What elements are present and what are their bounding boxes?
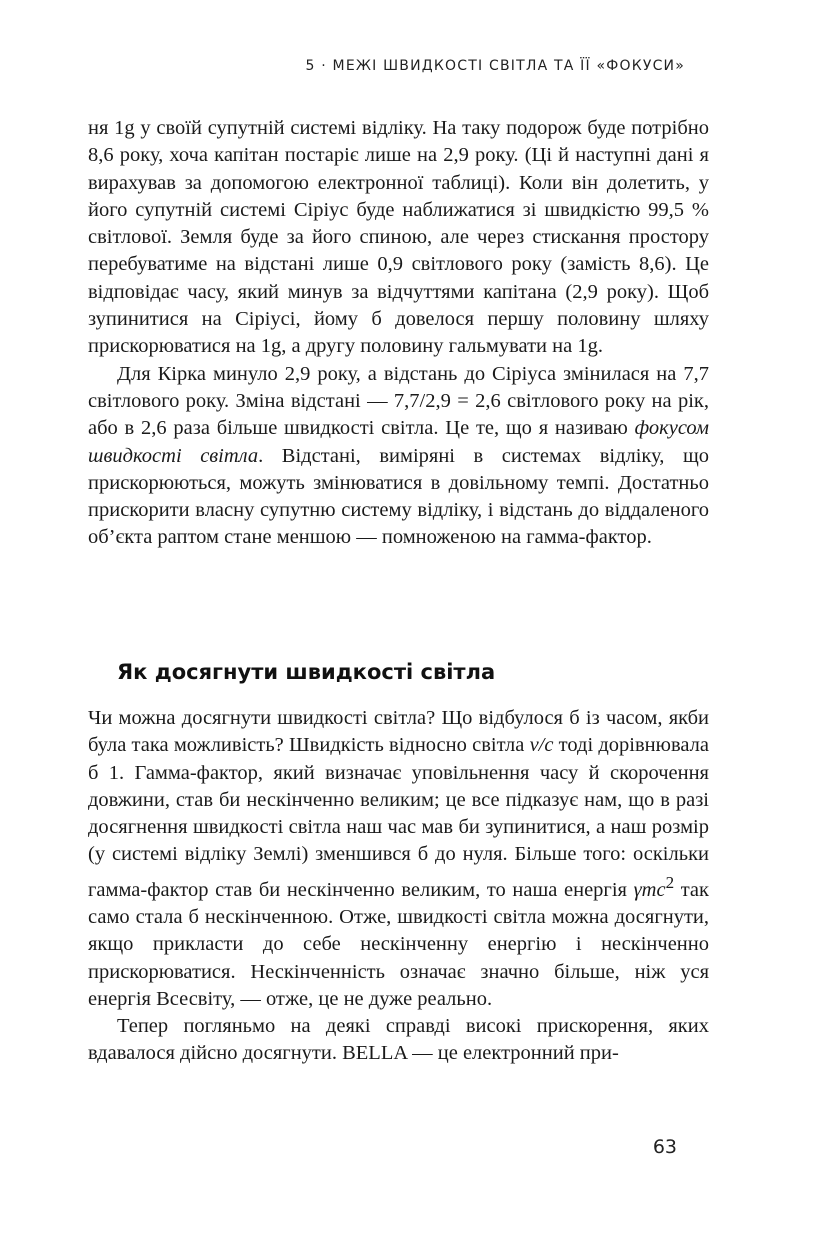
italic-term: фокусом швидкості світла [88,417,709,467]
running-head: 5 · МЕЖІ ШВИДКОСТІ СВІТЛА ТА ЇЇ «ФОКУСИ» [305,58,685,74]
text-run: тоді дорівнювала б 1. Гамма-фактор, який визначає уповільнення часу й скорочення довжини, став би нескінченно великим; це все підказує нам, що в разі досягнення швидкості світла наш час мав би зупинитися, а наш розмір (у системі відліку Землі) зменшився б до нуля. Більше того: оскільки гамма-фактор став би нескінченно великим, то наша енергія [88,734,709,901]
text-run: . Відстані, виміряні в системах відліку, що прискорюються, можуть змінюватися в довільному темпі. Достатньо прискорити власну супутню систему відліку, і відстань до віддаленого об’єкта раптом стане меншою — помноженою на гамма-фактор. [88,444,709,549]
text-run: так само стала б нескінченною. Отже, швидкості світла можна досягнути, якщо прикласти до себе нескінченну енергію і нескінченно прискорюватися. Нескінченність означає значно більше, ніж уся енергія Всесвіту, — отже, це не дуже реально. [88,878,709,1010]
paragraph [88,361,709,552]
formula-v-over-c: v/c [529,734,554,757]
page-number: 63 [652,1136,677,1158]
text-run: Чи можна досягнути швидкості світла? Що відбулося б із часом, якби була така можливість? Швидкість відносно світла [88,707,709,757]
text-run: Для Кірка минуло 2,9 року, а відстань до Сіріуса змінилася на 7,7 світлового року. Зміна відстані — 7,7/2,9 = 2,6 світлового року на рік, або в 2,6 раза більше швидкості світла. Це те, що я називаю [88,362,709,440]
text-block-top [88,115,709,552]
paragraph: ня 1g у своїй супутній системі відліку. На таку подорож буде потрібно 8,6 року, хоча капітан постаріє лише на 2,9 року. (Ці й наступні дані я вирахував за допомогою електронної таблиці). Коли він долетить, у його супутній системі Сіріус буде наближатися зі швидкістю 99,5 % світлової. Земля буде за його спиною, але через стискання простору перебуватиме на відстані лише 0,9 світлового року (замість 8,6). Це відповідає часу, який минув за відчуттями капітана (2,9 року). Щоб зупинитися на Сіріусі, йому б довелося першу половину шляху прискорюватися на 1g, а другу половину гальмувати на 1g. [88,117,709,358]
text-block-bottom [88,705,709,1068]
paragraph: Тепер погляньмо на деякі справді високі прискорення, яких вдавалося дійсно досягнути. BELLA — це електронний при- [88,1015,709,1065]
formula-exponent: 2 [665,872,675,892]
paragraph [88,705,709,1013]
section-heading: Як досягнути швидкості світла [117,660,496,684]
formula-energy: γmc [633,878,666,901]
